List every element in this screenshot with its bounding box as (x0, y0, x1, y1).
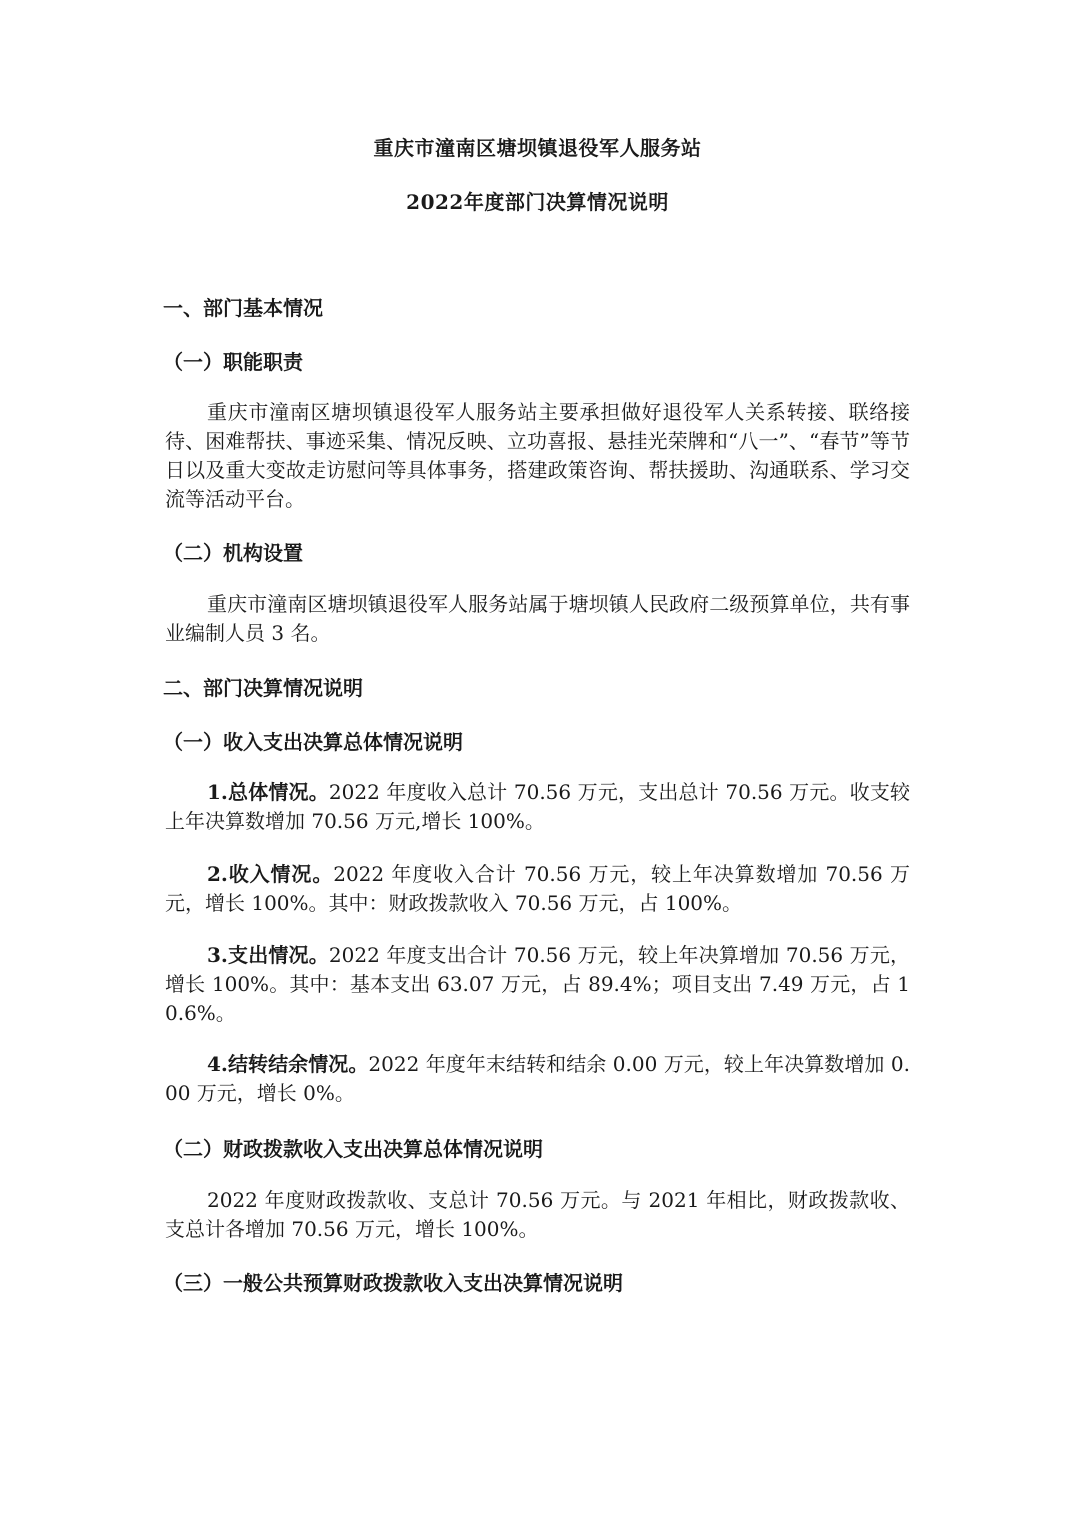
subsection-heading-income-expense-overall: （一）收入支出决算总体情况说明 (163, 730, 463, 754)
paragraph-functions: 重庆市潼南区塘坝镇退役军人服务站主要承担做好退役军人关系转接、联络接待、困难帮扶、事迹采集、情况反映、立功喜报、悬挂光荣牌和“八一”、“春节”等节日以及重大变故走访慰问等具体事务，搭建政策咨询、帮扶援助、沟通联系、学习交流等活动平台。 (165, 400, 910, 511)
paragraph-lead: 4.结转结余情况。 (207, 1052, 369, 1076)
document-title-line2: 2022年度部门决算情况说明 (406, 190, 669, 214)
paragraph-lead: 3.支出情况。 (207, 943, 329, 967)
paragraph-lead: 2.收入情况。 (207, 862, 334, 886)
subsection-heading-fiscal-appropriation: （二）财政拨款收入支出决算总体情况说明 (163, 1137, 543, 1161)
paragraph-income (165, 860, 910, 918)
paragraph-organization: 重庆市潼南区塘坝镇退役军人服务站属于塘坝镇人民政府二级预算单位，共有事业编制人员 3 名。 (165, 592, 910, 645)
paragraph-body: 2022 年度收入合计 70.56 万元，较上年决算数增加 70.56 万元，增长 100%。其中：财政拨款收入 70.56 万元，占 100%。 (165, 862, 910, 915)
paragraph-expense (165, 941, 910, 1028)
paragraph-fiscal-appropriation: 2022 年度财政拨款收、支总计 70.56 万元。与 2021 年相比，财政拨款收、支总计各增加 70.56 万元，增长 100%。 (165, 1188, 910, 1241)
subsection-heading-general-public-budget: （三）一般公共预算财政拨款收入支出决算情况说明 (163, 1271, 623, 1295)
document-title-line1: 重庆市潼南区塘坝镇退役军人服务站 (373, 136, 702, 160)
paragraph-lead: 1.总体情况。 (207, 780, 329, 804)
paragraph-overall (165, 778, 910, 836)
section-heading-basic-info: 一、部门基本情况 (163, 296, 323, 320)
paragraph-body: 2022 年度支出合计 70.56 万元，较上年决算增加 70.56 万元，增长 100%。其中：基本支出 63.07 万元，占 89.4%；项目支出 7.49 万元，占 10.6%。 (165, 943, 910, 1025)
paragraph-carryover (165, 1050, 910, 1108)
subsection-heading-functions: （一）职能职责 (163, 350, 303, 374)
paragraph-body: 2022 年度年末结转和结余 0.00 万元，较上年决算数增加 0.00 万元，增长 0%。 (165, 1052, 910, 1105)
subsection-heading-organization: （二）机构设置 (163, 541, 303, 565)
paragraph-body: 2022 年度收入总计 70.56 万元，支出总计 70.56 万元。收支较上年决算数增加 70.56 万元,增长 100%。 (165, 780, 910, 833)
section-heading-final-accounts: 二、部门决算情况说明 (163, 676, 363, 700)
